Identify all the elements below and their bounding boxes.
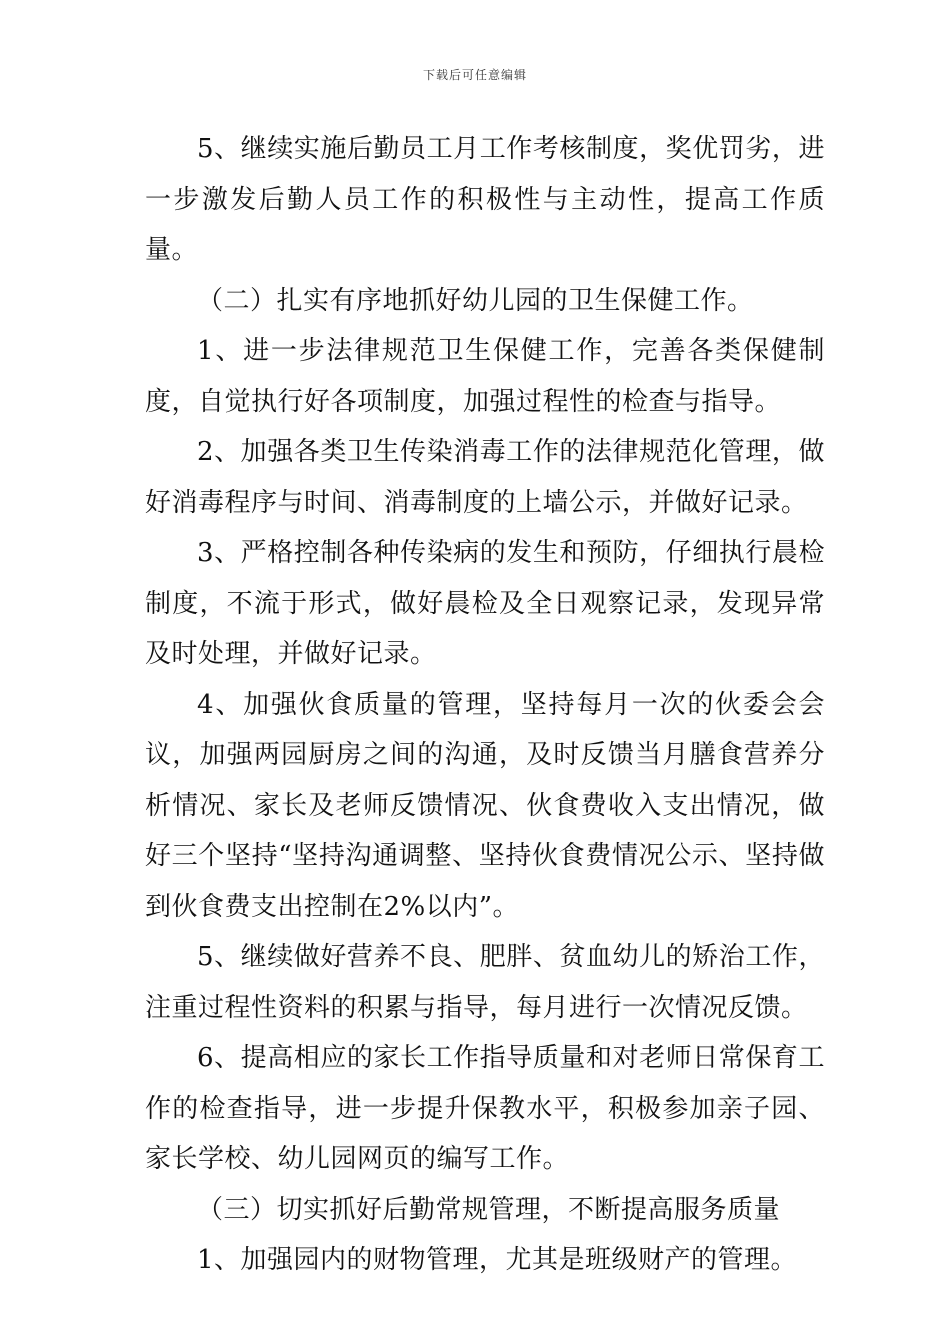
paragraph-nutrition-correction: 5、继续做好营养不良、肥胖、贫血幼儿的矫治工作，注重过程性资料的积累与指导，每月进行一次情况反馈。 [145,942,825,1023]
paragraph-disease-prevention: 3、严格控制各种传染病的发生和预防，仔细执行晨检制度，不流于形式，做好晨检及全日观察记录，发现异常及时处理，并做好记录。 [145,538,825,669]
paragraph-food-quality: 4、加强伙食质量的管理，坚持每月一次的伙委会会议，加强两园厨房之间的沟通，及时反馈当月膳食营养分析情况、家长及老师反馈情况、伙食费收入支出情况，做好三个坚持“坚持沟通调整、坚持伙食费情况公示、坚持做到伙食费支出控制在2%以内”。 [145,689,825,922]
paragraph-parent-guidance: 6、提高相应的家长工作指导质量和对老师日常保育工作的检查指导，进一步提升保教水平，积极参加亲子园、家长学校、幼儿园网页的编写工作。 [145,1043,825,1174]
paragraph-property-management: 1、加强园内的财物管理，尤其是班级财产的管理。 [197,1245,798,1275]
section-heading-logistics: （三）切实抓好后勤常规管理，不断提高服务质量 [197,1194,781,1225]
header-note: 下载后可任意编辑 [422,68,527,82]
section-heading-health-care: （二）扎实有序地抓好幼儿园的卫生保健工作。 [197,285,754,316]
paragraph-health-rules: 1、进一步法律规范卫生保健工作，完善各类保健制度，自觉执行好各项制度，加强过程性的检查与指导。 [145,336,825,417]
paragraph-disinfection: 2、加强各类卫生传染消毒工作的法律规范化管理，做好消毒程序与时间、消毒制度的上墙公示，并做好记录。 [145,437,825,518]
paragraph-staff-assessment: 5、继续实施后勤员工月工作考核制度，奖优罚劣，进一步激发后勤人员工作的积极性与主动性，提高工作质量。 [145,134,825,265]
document-body [145,124,825,1286]
